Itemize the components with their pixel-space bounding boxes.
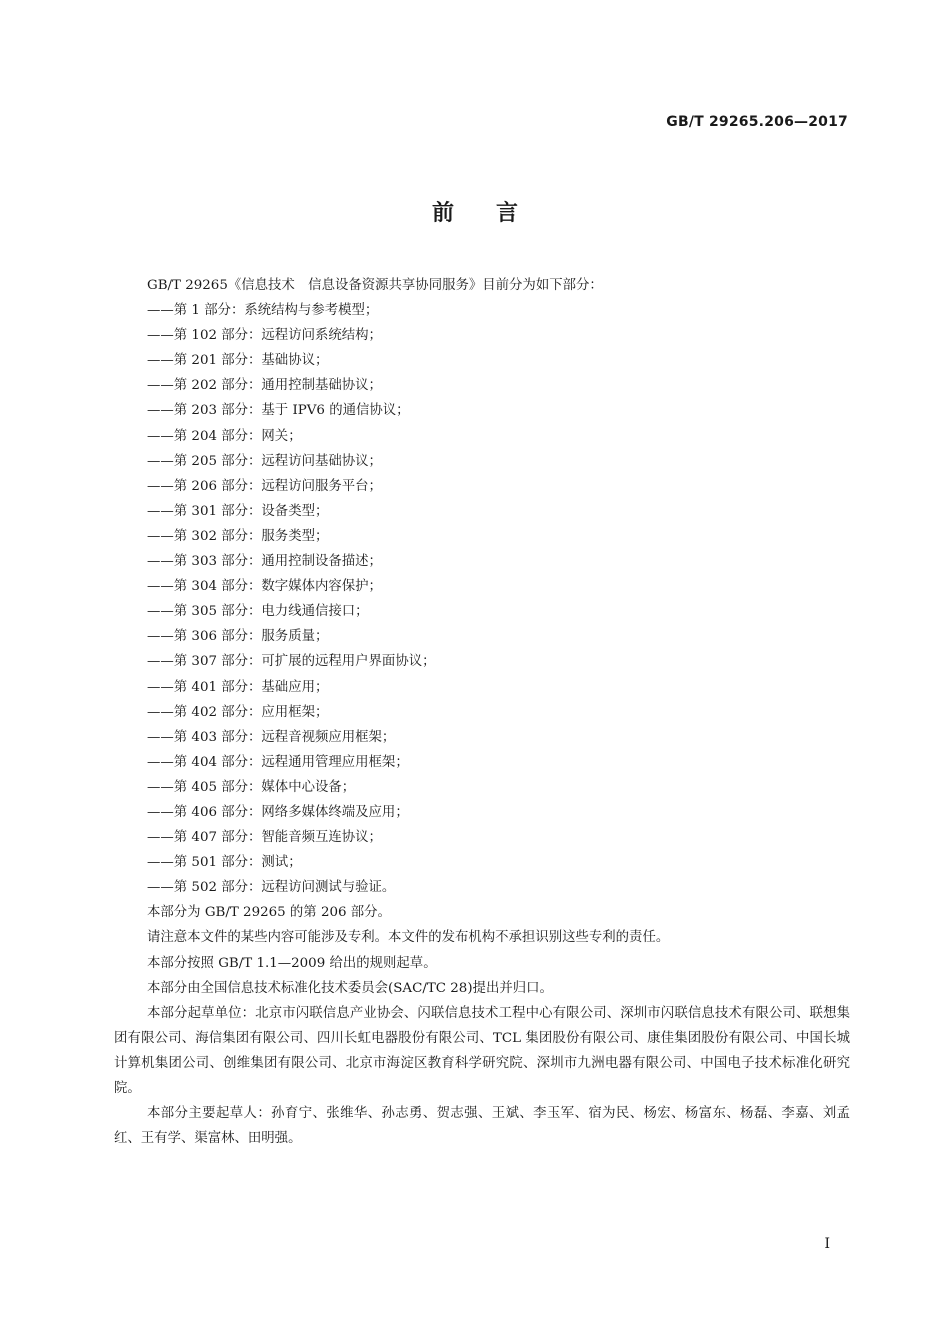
list-item: ——第 406 部分：网络多媒体终端及应用；: [147, 804, 409, 820]
list-item: ——第 501 部分：测试；: [147, 855, 302, 871]
parts-list: [114, 298, 850, 900]
list-item: ——第 301 部分：设备类型；: [147, 503, 329, 519]
this-part-paragraph: 本部分为 GB/T 29265 的第 206 部分。: [147, 905, 391, 921]
list-item: ——第 401 部分：基础应用；: [147, 679, 329, 695]
list-item: ——第 405 部分：媒体中心设备；: [147, 779, 356, 795]
list-item: ——第 205 部分：远程访问基础协议；: [147, 453, 382, 469]
list-item: ——第 407 部分：智能音频互连协议；: [147, 830, 382, 846]
drafting-units-paragraph: 本部分起草单位：北京市闪联信息产业协会、闪联信息技术工程中心有限公司、深圳市闪联信息技术有限公司、联想集团有限公司、海信集团有限公司、四川长虹电器股份有限公司、TCL 集团股份有限公司、康佳集团股份有限公司、中国长城计算机集团公司、创维集团有限公司、北京市海淀区教育科学研究院、深圳市九洲电器有限公司、中国电子技术标准化研究院。: [114, 1005, 850, 1096]
list-item: ——第 305 部分：电力线通信接口；: [147, 604, 369, 620]
list-item: ——第 206 部分：远程访问服务平台；: [147, 478, 382, 494]
page-number: I: [824, 1236, 830, 1252]
list-item: ——第 1 部分：系统结构与参考模型；: [147, 303, 379, 319]
list-item: ——第 502 部分：远程访问测试与验证。: [147, 880, 396, 896]
list-item: ——第 204 部分：网关；: [147, 428, 302, 444]
drafters-paragraph: 本部分主要起草人：孙育宁、张维华、孙志勇、贺志强、王斌、李玉军、宿为民、杨宏、杨富东、杨磊、李嘉、刘孟红、王有学、渠富林、田明强。: [114, 1106, 850, 1147]
document-body: [114, 273, 850, 1151]
list-item: ——第 202 部分：通用控制基础协议；: [147, 378, 382, 394]
list-item: ——第 307 部分：可扩展的远程用户界面协议；: [147, 654, 436, 670]
list-item: ——第 403 部分：远程音视频应用框架；: [147, 729, 396, 745]
list-item: ——第 402 部分：应用框架；: [147, 704, 329, 720]
list-item: ——第 303 部分：通用控制设备描述；: [147, 554, 382, 570]
list-item: ——第 203 部分：基于 IPV6 的通信协议；: [147, 403, 410, 419]
patent-notice-paragraph: 请注意本文件的某些内容可能涉及专利。本文件的发布机构不承担识别这些专利的责任。: [147, 930, 670, 946]
list-item: ——第 201 部分：基础协议；: [147, 353, 329, 369]
list-item: ——第 304 部分：数字媒体内容保护；: [147, 579, 382, 595]
intro-paragraph: GB/T 29265《信息技术 信息设备资源共享协同服务》目前分为如下部分：: [147, 278, 603, 293]
page-title: 前言: [431, 201, 560, 226]
list-item: ——第 404 部分：远程通用管理应用框架；: [147, 754, 409, 770]
list-item: ——第 306 部分：服务质量；: [147, 629, 329, 645]
list-item: ——第 302 部分：服务类型；: [147, 528, 329, 544]
document-number: GB/T 29265.206—2017: [666, 114, 848, 130]
drafting-rules-paragraph: 本部分按照 GB/T 1.1—2009 给出的规则起草。: [147, 955, 437, 971]
list-item: ——第 102 部分：远程访问系统结构；: [147, 328, 382, 344]
proposed-by-paragraph: 本部分由全国信息技术标准化技术委员会(SAC/TC 28)提出并归口。: [147, 980, 553, 996]
